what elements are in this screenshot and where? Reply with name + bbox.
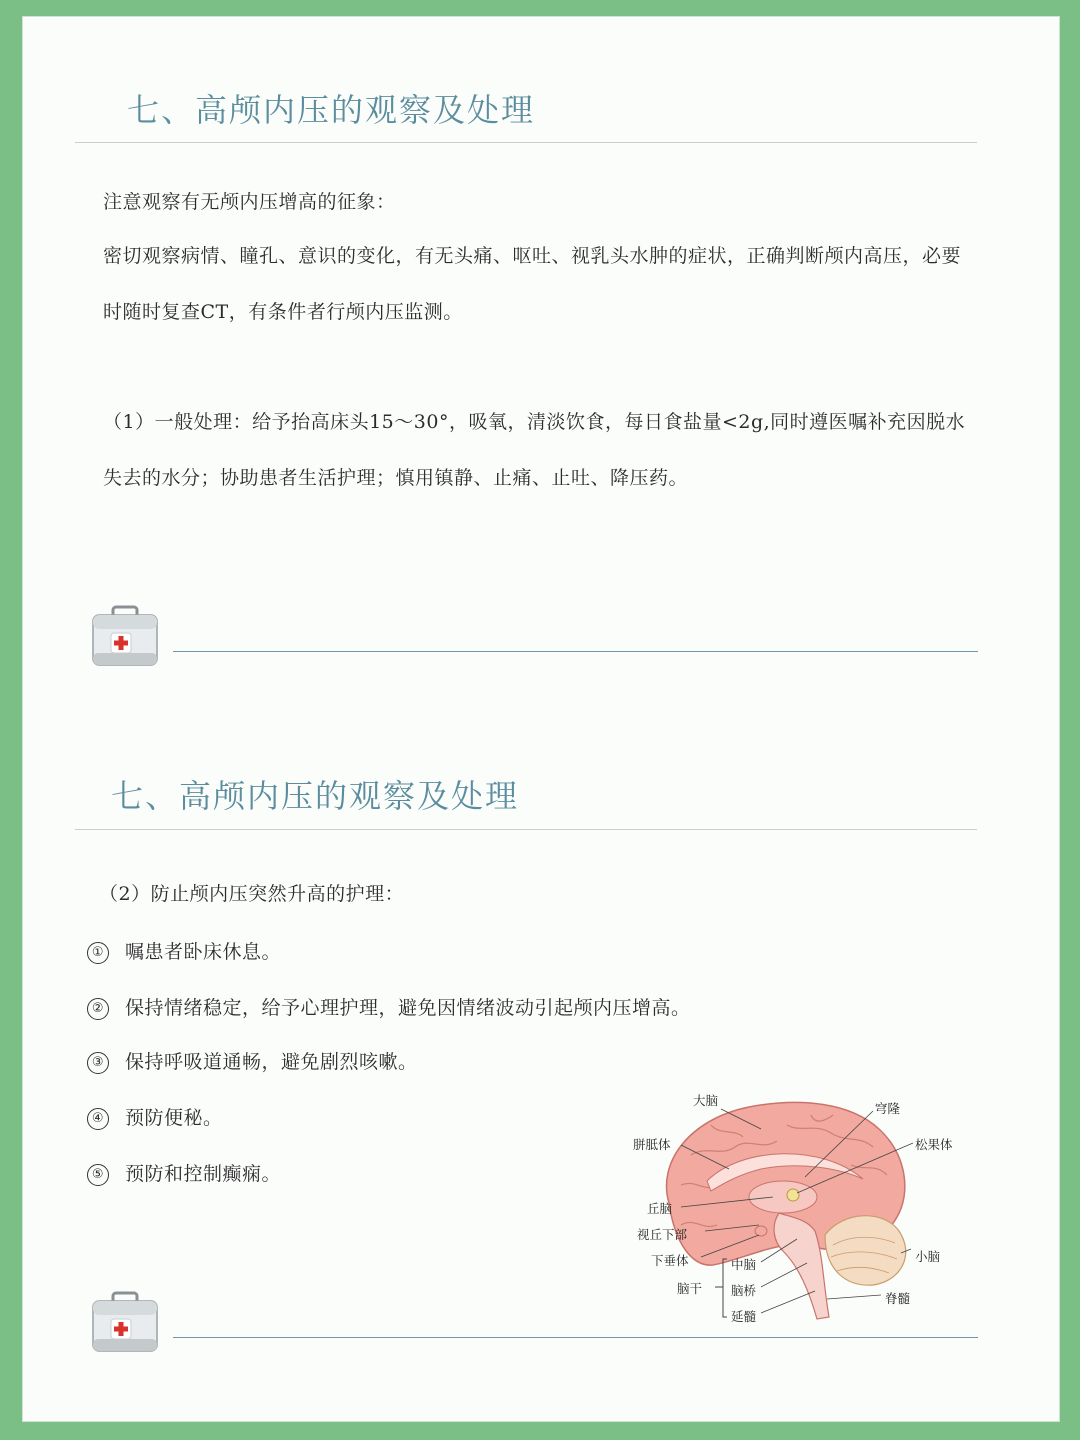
section-1-title: 七、高颅内压的观察及处理 xyxy=(127,91,536,129)
label-thalamus: 丘脑 xyxy=(647,1201,673,1216)
label-pituitary: 下垂体 xyxy=(651,1253,689,1268)
list-number: ① xyxy=(87,942,109,964)
list-item xyxy=(87,993,691,1020)
list-item xyxy=(87,1159,281,1186)
brain-anatomy-diagram xyxy=(611,1085,971,1330)
first-aid-kit-icon xyxy=(89,1289,161,1357)
section-2-title: 七、高颅内压的观察及处理 xyxy=(111,777,520,815)
page-card xyxy=(22,16,1060,1422)
label-brainstem: 脑干 xyxy=(677,1281,703,1296)
list-number: ⑤ xyxy=(87,1164,109,1186)
label-pineal: 松果体 xyxy=(915,1137,953,1152)
list-number: ④ xyxy=(87,1108,109,1130)
paragraph-general-line-2: 失去的水分；协助患者生活护理；慎用镇静、止痛、止吐、降压药。 xyxy=(103,467,689,489)
label-midbrain: 中脑 xyxy=(731,1257,757,1272)
footer-divider xyxy=(173,651,978,652)
title-divider xyxy=(75,142,977,143)
footer-divider xyxy=(173,1337,978,1338)
paragraph-general-line-1: （1）一般处理：给予抬高床头15～30°，吸氧，清淡饮食，每日食盐量<2g,同时遵医嘱补充因脱水 xyxy=(103,411,966,433)
paragraph-observe-line-1: 密切观察病情、瞳孔、意识的变化，有无头痛、呕吐、视乳头水肿的症状，正确判断颅内高压，必要 xyxy=(103,245,962,267)
list-item-text: 预防和控制癫痫。 xyxy=(125,1163,282,1185)
label-cerebrum: 大脑 xyxy=(693,1093,719,1108)
label-spinal-cord: 脊髓 xyxy=(885,1291,911,1306)
list-item-text: 保持情绪稳定，给予心理护理，避免因情绪波动引起颅内压增高。 xyxy=(125,997,691,1019)
label-hypothalamus: 视丘下部 xyxy=(637,1227,688,1242)
list-number: ② xyxy=(87,998,109,1020)
title-divider xyxy=(75,829,977,830)
list-item xyxy=(87,937,281,964)
label-pons: 脑桥 xyxy=(731,1283,757,1298)
list-item-text: 嘱患者卧床休息。 xyxy=(125,941,282,963)
paragraph-observe-line-2: 时随时复查CT，有条件者行颅内压监测。 xyxy=(103,301,463,323)
paragraph-prevent-heading: （2）防止颅内压突然升高的护理： xyxy=(99,883,405,905)
label-cerebellum: 小脑 xyxy=(915,1249,941,1264)
first-aid-kit-icon xyxy=(89,603,161,671)
list-item xyxy=(87,1047,418,1074)
label-medulla: 延髓 xyxy=(731,1309,757,1324)
section-2 xyxy=(23,707,1059,1421)
label-corpus-callosum: 胼胝体 xyxy=(633,1137,671,1152)
label-fornix: 穹隆 xyxy=(875,1101,901,1116)
paragraph-signs: 注意观察有无颅内压增高的征象： xyxy=(103,191,396,213)
list-number: ③ xyxy=(87,1052,109,1074)
list-item xyxy=(87,1103,223,1130)
list-item-text: 保持呼吸道通畅，避免剧烈咳嗽。 xyxy=(125,1051,418,1073)
section-1 xyxy=(23,17,1059,707)
list-item-text: 预防便秘。 xyxy=(125,1107,223,1129)
